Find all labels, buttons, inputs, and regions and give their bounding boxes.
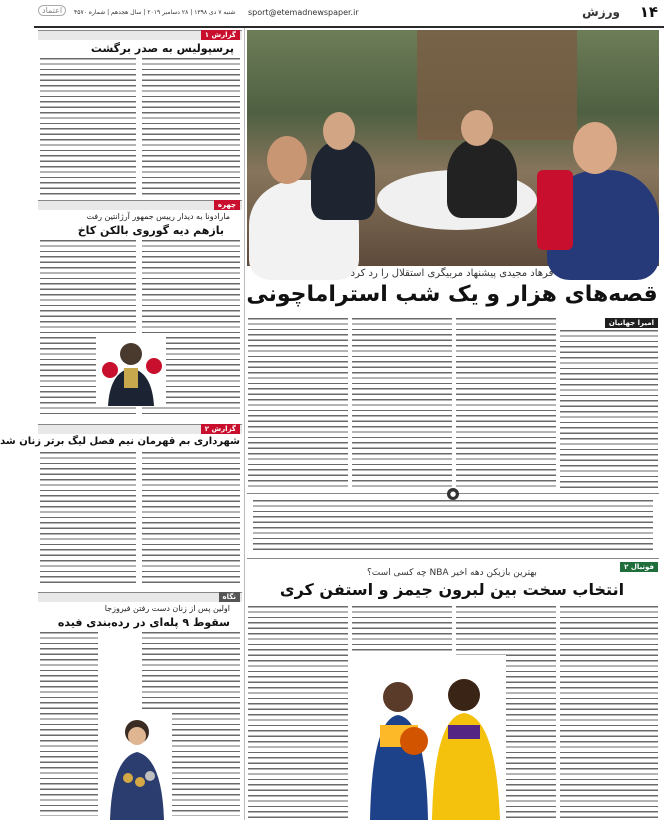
quote-icon: ● xyxy=(447,488,459,500)
main-title: قصه‌های هزار و یک شب استراماچونی xyxy=(246,282,658,307)
main-photo xyxy=(247,30,659,266)
story3-kicker: گزارش ۲ xyxy=(201,424,240,434)
main-pull-quote xyxy=(247,490,659,559)
main-byline: امیرا جهانیان xyxy=(605,318,658,328)
story1-kicker: گزارش ۱ xyxy=(201,30,240,40)
main-body-col4 xyxy=(248,318,348,488)
story1-body-col1 xyxy=(40,58,136,196)
section-email[interactable]: sport@etemadnewspaper.ir xyxy=(248,8,359,17)
story2-title: بازهم دیه گوروی بالکن کاخ xyxy=(77,224,224,237)
main-subtitle: فرهاد مجیدی پیشنهاد مربیگری استقلال را رد کرد xyxy=(350,268,554,279)
pull-quote-text xyxy=(253,500,653,552)
story4-subtitle: اولین پس از زنان دست رفتن فیروزجا xyxy=(104,604,230,613)
section-title: ورزش xyxy=(582,5,620,19)
story3-body-col1 xyxy=(40,452,136,586)
story4-body-col1 xyxy=(40,632,98,816)
story2-kicker: چهره xyxy=(214,200,240,210)
story3-title: شهرداری بم قهرمان نیم فصل لیگ برتر زنان شد xyxy=(0,436,240,447)
page-header xyxy=(34,0,664,28)
newspaper-logo: اعتماد xyxy=(38,5,66,16)
main-body-col1 xyxy=(560,330,658,488)
story3-body-col2 xyxy=(142,452,240,586)
nba-headline xyxy=(246,568,658,599)
nba-title: انتخاب سخت بین لبرون جیمز و استفن کری xyxy=(279,580,625,599)
nba-body-col4 xyxy=(248,606,348,818)
nba-body-col1 xyxy=(560,606,658,818)
nba-subtitle: بهترین بازیکن دهه اخیر NBA چه کسی است؟ xyxy=(367,568,537,578)
story4-title: سقوط ۹ پله‌ای در رده‌بندی فیده xyxy=(57,616,230,629)
issue-date: شنبه ۷ دی ۱۳۹۸ | ۲۸ دسامبر ۲۰۱۹ | سال هجدهم | شماره ۴۵۷۰ xyxy=(74,9,236,16)
main-headline xyxy=(246,268,658,307)
main-body-col2 xyxy=(456,318,556,488)
story1-title: پرسپولیس به صدر برگشت xyxy=(90,42,234,55)
nba-body-col3 xyxy=(352,606,452,654)
story4-kicker: نگاه xyxy=(219,592,240,602)
story1-body-col2 xyxy=(142,58,240,196)
story2-subtitle: مارادونا به دیدار رییس جمهور آرژانتین رفت xyxy=(86,212,230,221)
story4-bar xyxy=(38,592,242,602)
nba-kicker: فوتبال ۲ xyxy=(620,562,658,572)
page-number: ۱۴ xyxy=(639,3,658,21)
firouzja-photo xyxy=(102,712,172,820)
column-divider xyxy=(244,28,245,820)
nba-players-photo xyxy=(356,655,506,820)
story2-bar xyxy=(38,200,242,210)
main-body-col3 xyxy=(352,318,452,488)
maradona-photo xyxy=(96,336,166,406)
